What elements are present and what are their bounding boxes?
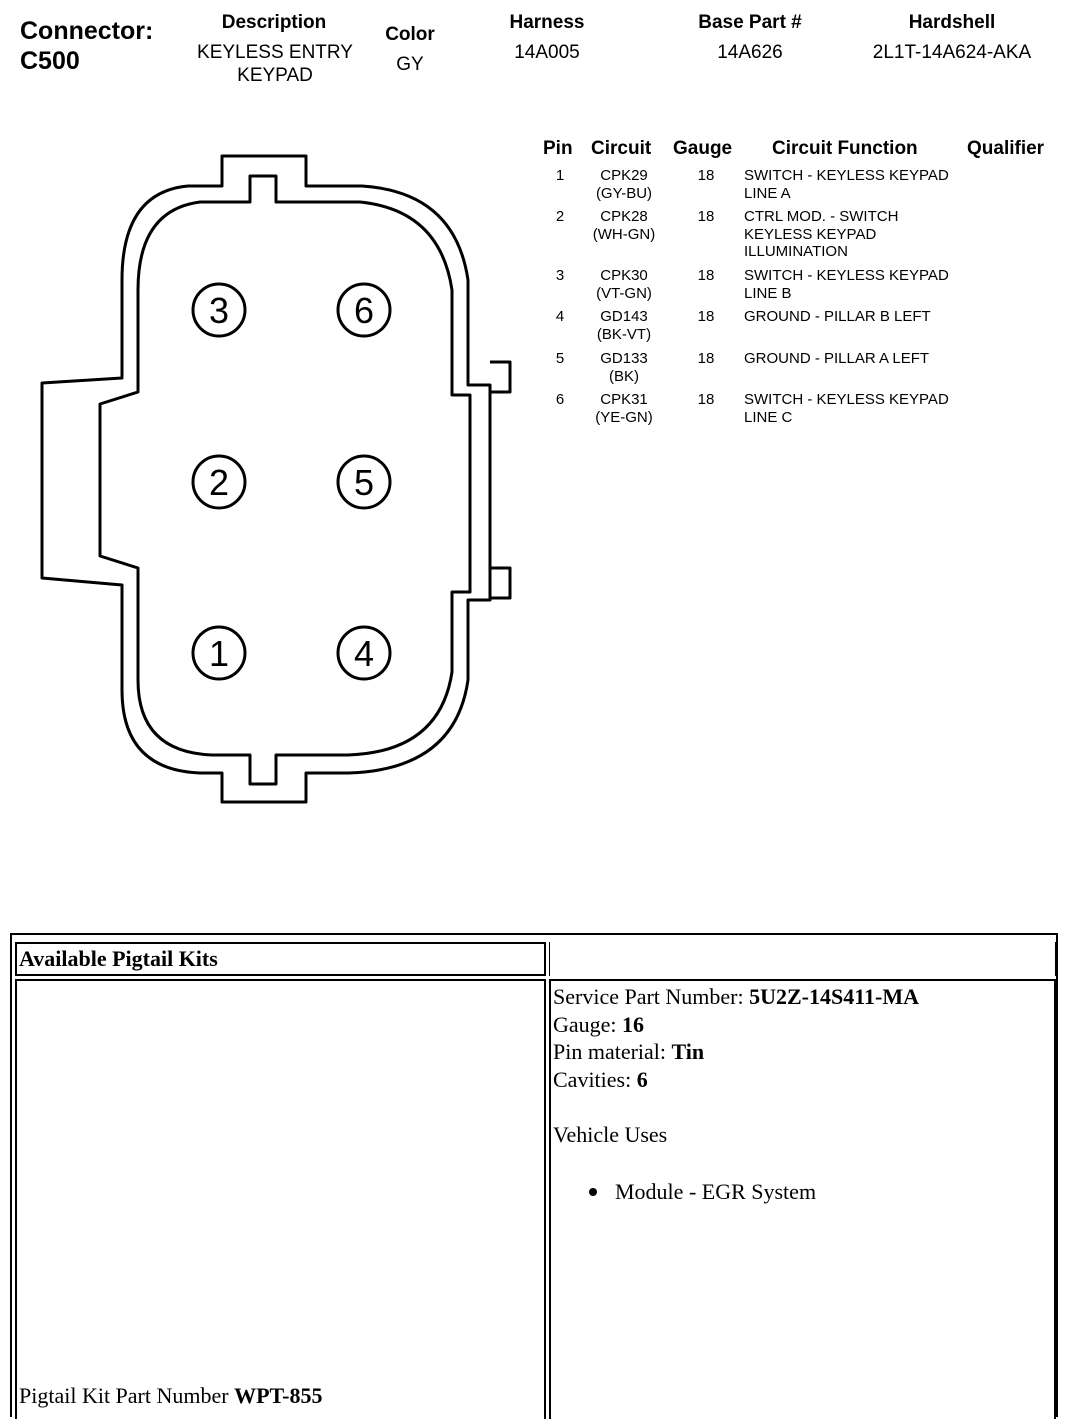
pin-label-6: 6 [353, 290, 375, 331]
pin-label-2: 2 [208, 462, 230, 503]
circuit-cell [574, 167, 674, 202]
circuit-cell [574, 267, 674, 302]
pin-number: 1 [555, 167, 565, 184]
wire-color: (BK-VT) [596, 325, 652, 343]
circuit-id: GD133 [600, 350, 648, 367]
function-cell [744, 391, 972, 426]
circuit-id: CPK30 [600, 267, 648, 284]
function-cell [744, 308, 972, 326]
gauge-cell: 18 [697, 308, 715, 325]
pin-cavities [193, 284, 390, 679]
connector-face-diagram [0, 140, 530, 820]
pin-label-1: 1 [208, 633, 230, 674]
spec-value: 6 [636, 1067, 648, 1092]
vehicle-uses-title: Vehicle Uses [553, 1122, 668, 1147]
col-gauge-header: Gauge [673, 138, 733, 159]
col-function-header: Circuit Function [772, 138, 918, 159]
gauge-cell: 18 [697, 391, 715, 408]
wire-color: (BK) [609, 367, 639, 385]
col-qualifier-header: Qualifier [967, 138, 1045, 159]
circuit-cell [574, 208, 674, 243]
pin-number: 2 [555, 208, 565, 225]
pin-label-4: 4 [353, 633, 375, 674]
function-cell [744, 208, 972, 261]
function-line: SWITCH - KEYLESS KEYPAD [744, 267, 949, 284]
spec-label: Cavities: [553, 1067, 637, 1092]
connector-title [20, 16, 153, 76]
connector-id: C500 [20, 47, 80, 75]
pin-number: 3 [555, 267, 565, 284]
vehicle-use-label: Module - EGR System [615, 1179, 817, 1204]
list-item [589, 1179, 816, 1205]
pin-label-5: 5 [353, 462, 375, 503]
pigtail-kits-title: Available Pigtail Kits [19, 946, 218, 971]
function-line: CTRL MOD. - SWITCH [744, 208, 899, 225]
circuit-cell [574, 308, 674, 343]
wire-color: (WH-GN) [592, 225, 656, 243]
circuit-id: CPK29 [600, 167, 648, 184]
pin-number: 5 [555, 350, 565, 367]
gauge-cell: 18 [697, 208, 715, 225]
function-line: LINE C [744, 408, 793, 426]
wire-color: (YE-GN) [595, 408, 653, 426]
spec-label: Pin material: [553, 1039, 672, 1064]
connector-label: Connector: [20, 17, 154, 45]
pin-number: 6 [555, 391, 565, 408]
pin-label-3: 3 [208, 290, 230, 331]
right-latch-top [490, 362, 510, 392]
function-line: KEYLESS KEYPAD [744, 225, 877, 243]
base-part-label: Base Part # [698, 12, 802, 33]
wire-color: (VT-GN) [596, 284, 652, 302]
function-line: GROUND - PILLAR A LEFT [744, 350, 930, 367]
function-line: SWITCH - KEYLESS KEYPAD [744, 167, 949, 184]
description-value [170, 41, 380, 87]
harness-value: 14A005 [514, 42, 580, 63]
spec-value: 5U2Z-14S411-MA [749, 984, 919, 1009]
description-line2: KEYPAD [237, 65, 313, 86]
hardshell-value: 2L1T-14A624-AKA [872, 42, 1032, 63]
spec-label: Gauge: [553, 1012, 623, 1037]
function-line: LINE B [744, 284, 792, 302]
kit-number-value: WPT-855 [234, 1383, 323, 1408]
function-line: LINE A [744, 184, 791, 202]
circuit-cell [574, 391, 674, 426]
spec-value: 16 [622, 1012, 645, 1037]
wire-color: (GY-BU) [595, 184, 653, 202]
function-line: GROUND - PILLAR B LEFT [744, 308, 931, 325]
function-cell [744, 267, 972, 302]
harness-label: Harness [509, 12, 585, 33]
connector-inner-shell [100, 176, 470, 784]
hardshell-label: Hardshell [908, 12, 996, 33]
function-line: ILLUMINATION [744, 243, 848, 260]
gauge-cell: 18 [697, 167, 715, 184]
bullet-icon [589, 1188, 597, 1196]
col-pin-header: Pin [543, 138, 573, 159]
color-value: GY [396, 54, 424, 75]
circuit-cell [574, 350, 674, 385]
pigtail-kit-image-cell [15, 979, 546, 1419]
gauge-cell: 18 [697, 350, 715, 367]
pigtail-kit-part-number [19, 1383, 323, 1409]
circuit-id: GD143 [600, 308, 648, 325]
gauge-cell: 18 [697, 267, 715, 284]
description-label: Description [221, 12, 327, 33]
pin-number: 4 [555, 308, 565, 325]
base-part-value: 14A626 [717, 42, 783, 63]
circuit-id: CPK31 [600, 391, 648, 408]
spec-label: Service Part Number: [553, 984, 750, 1009]
right-latch-bottom [490, 568, 510, 598]
function-cell [744, 350, 972, 368]
cavities-spec [553, 1067, 648, 1093]
pin-material-spec [553, 1039, 704, 1065]
function-cell [744, 167, 972, 202]
description-line1: KEYLESS ENTRY [197, 42, 353, 63]
gauge-spec [553, 1012, 644, 1038]
col-circuit-header: Circuit [591, 138, 652, 159]
service-part-number [553, 984, 919, 1010]
color-label: Color [385, 24, 435, 45]
connector-outer-shell [42, 156, 490, 802]
spec-value: Tin [671, 1039, 705, 1064]
circuit-id: CPK28 [600, 208, 648, 225]
kit-number-label: Pigtail Kit Part Number [19, 1383, 235, 1408]
pigtail-kits-header-right [549, 942, 1056, 976]
function-line: SWITCH - KEYLESS KEYPAD [744, 391, 949, 408]
